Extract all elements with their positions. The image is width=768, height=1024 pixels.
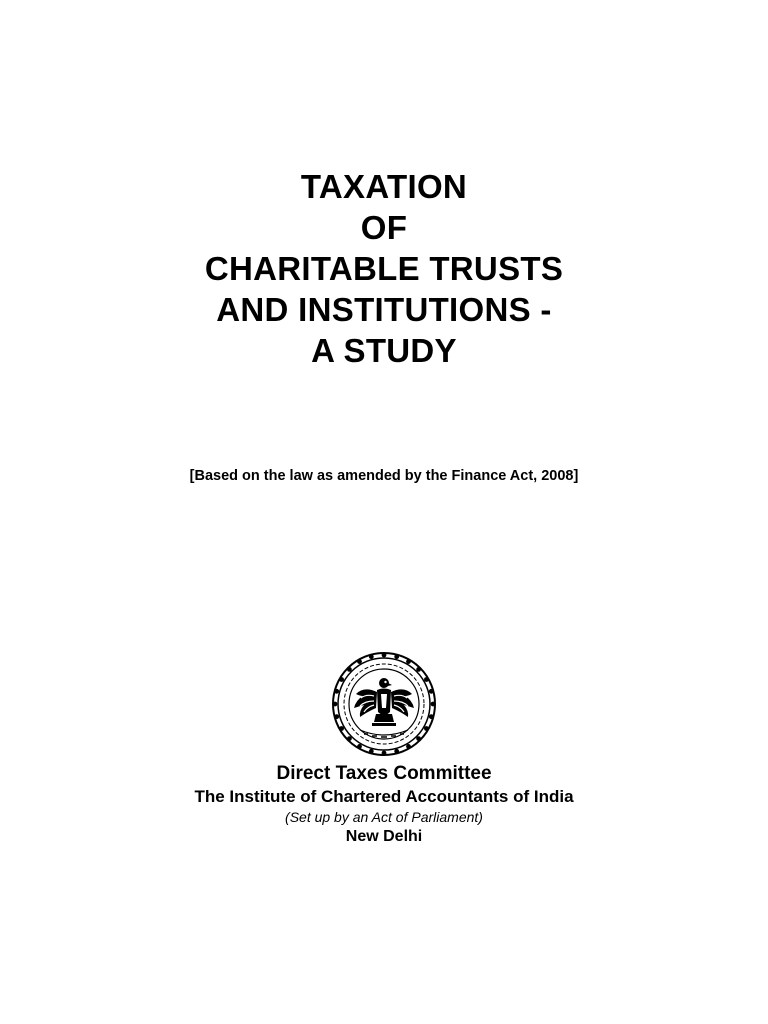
setup-note: (Set up by an Act of Parliament): [285, 809, 483, 825]
title-line: TAXATION: [300, 168, 468, 205]
icai-emblem-icon: [330, 650, 438, 758]
title-line: AND INSTITUTIONS -: [216, 291, 552, 328]
title-line: CHARITABLE TRUSTS: [204, 250, 564, 287]
edition-note: [Based on the law as amended by the Finance Act, 2008]: [189, 468, 579, 484]
committee-name: Direct Taxes Committee: [276, 763, 492, 784]
institute-name: The Institute of Chartered Accountants of India: [194, 787, 574, 806]
book-title: [0, 166, 768, 371]
publisher-city: New Delhi: [345, 828, 423, 845]
publisher-info: [0, 762, 768, 848]
title-line: OF: [360, 209, 408, 246]
title-line: A STUDY: [311, 332, 457, 369]
